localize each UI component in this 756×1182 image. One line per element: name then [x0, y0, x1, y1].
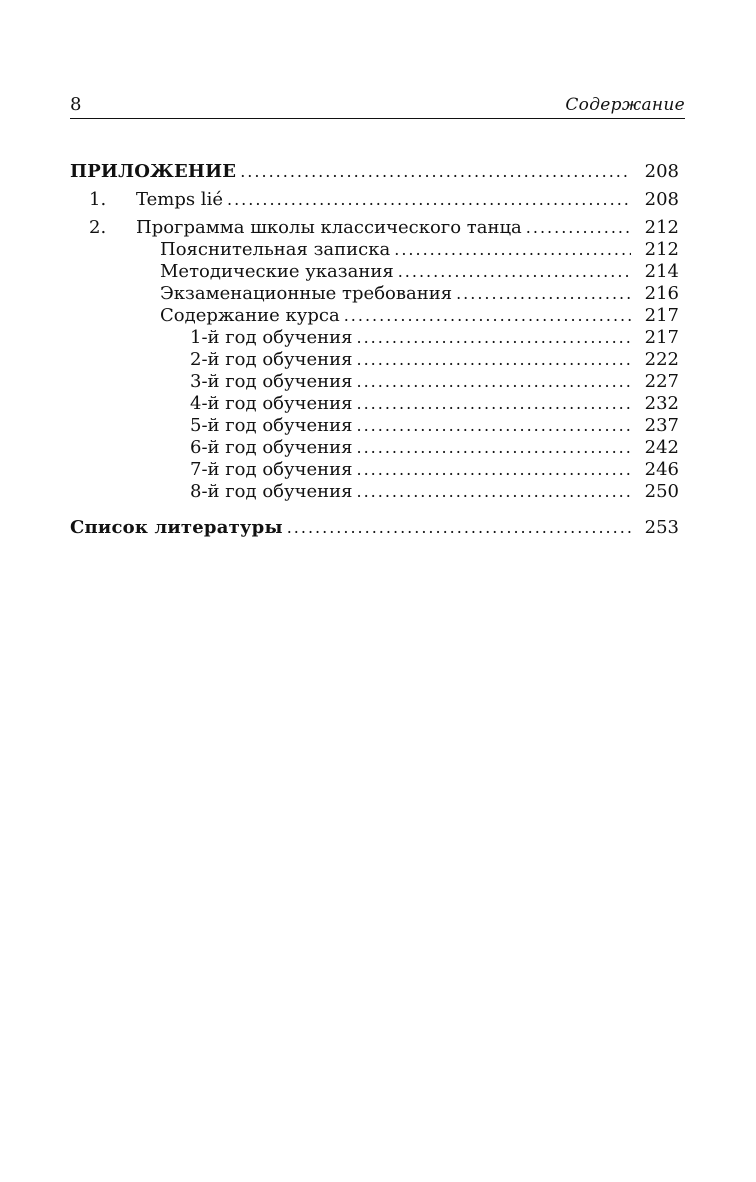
- dot-leader: [398, 261, 631, 283]
- page-number: 8: [70, 94, 82, 115]
- toc-entry-year-7[interactable]: [70, 459, 679, 481]
- table-of-contents: [70, 161, 679, 539]
- toc-entry-bibliography[interactable]: [70, 517, 679, 539]
- toc-entry-number: 1.: [89, 189, 107, 210]
- running-title: Содержание: [565, 95, 685, 115]
- toc-entry-title: 3-й год обучения: [190, 371, 353, 392]
- toc-entry-page: 250: [644, 481, 679, 502]
- toc-entry-number: 2.: [89, 217, 107, 238]
- toc-entry-year-4[interactable]: [70, 393, 679, 415]
- toc-entry-title: 5-й год обучения: [190, 415, 353, 436]
- toc-entry-year-8[interactable]: [70, 481, 679, 503]
- toc-entry-year-3[interactable]: [70, 371, 679, 393]
- dot-leader: [357, 393, 632, 415]
- toc-entry-year-2[interactable]: [70, 349, 679, 371]
- dot-leader: [357, 459, 632, 481]
- toc-entry-temps-lie[interactable]: [70, 189, 679, 211]
- toc-entry-page: 216: [644, 283, 679, 304]
- toc-entry-title: 6-й год обучения: [190, 437, 353, 458]
- toc-entry-year-6[interactable]: [70, 437, 679, 459]
- toc-entry-title: 4-й год обучения: [190, 393, 353, 414]
- toc-entry-page: 217: [644, 327, 679, 348]
- page-header: [70, 94, 685, 119]
- dot-leader: [357, 327, 632, 349]
- dot-leader: [240, 161, 631, 183]
- toc-entry-title: ПРИЛОЖЕНИЕ: [70, 161, 237, 182]
- toc-entry-page: 232: [644, 393, 679, 414]
- dot-leader: [357, 415, 632, 437]
- toc-entry-title: 1-й год обучения: [190, 327, 353, 348]
- toc-entry-title: Содержание курса: [160, 305, 340, 326]
- toc-entry-title: Temps lié: [136, 189, 223, 210]
- toc-entry-title: Пояснительная записка: [160, 239, 391, 260]
- toc-entry-page: 208: [644, 161, 679, 182]
- toc-entry-title: Список литературы: [70, 517, 283, 538]
- toc-entry-page: 237: [644, 415, 679, 436]
- toc-entry-page: 214: [644, 261, 679, 282]
- toc-entry-course-content[interactable]: [70, 305, 679, 327]
- toc-entry-title: Программа школы классического танца: [136, 217, 522, 238]
- toc-entry-page: 212: [644, 217, 679, 238]
- dot-leader: [394, 239, 631, 261]
- toc-entry-explanatory-note[interactable]: [70, 239, 679, 261]
- toc-entry-program[interactable]: [70, 217, 679, 239]
- toc-entry-methodical-guidelines[interactable]: [70, 261, 679, 283]
- dot-leader: [357, 481, 632, 503]
- toc-entry-title: Методические указания: [160, 261, 394, 282]
- toc-entry-page: 217: [644, 305, 679, 326]
- dot-leader: [357, 349, 632, 371]
- toc-entry-page: 222: [644, 349, 679, 370]
- dot-leader: [344, 305, 631, 327]
- dot-leader: [456, 283, 631, 305]
- toc-entry-title: 2-й год обучения: [190, 349, 353, 370]
- toc-entry-page: 208: [644, 189, 679, 210]
- toc-entry-title: 8-й год обучения: [190, 481, 353, 502]
- toc-entry-page: 227: [644, 371, 679, 392]
- dot-leader: [526, 217, 631, 239]
- toc-entry-page: 253: [644, 517, 679, 538]
- toc-entry-page: 242: [644, 437, 679, 458]
- toc-entry-appendix[interactable]: [70, 161, 679, 183]
- toc-entry-page: 212: [644, 239, 679, 260]
- toc-entry-year-5[interactable]: [70, 415, 679, 437]
- toc-entry-page: 246: [644, 459, 679, 480]
- dot-leader: [287, 517, 631, 539]
- toc-entry-year-1[interactable]: [70, 327, 679, 349]
- toc-entry-exam-requirements[interactable]: [70, 283, 679, 305]
- dot-leader: [227, 189, 631, 211]
- toc-entry-title: Экзаменационные требования: [160, 283, 453, 304]
- dot-leader: [357, 371, 632, 393]
- dot-leader: [357, 437, 632, 459]
- toc-entry-title: 7-й год обучения: [190, 459, 353, 480]
